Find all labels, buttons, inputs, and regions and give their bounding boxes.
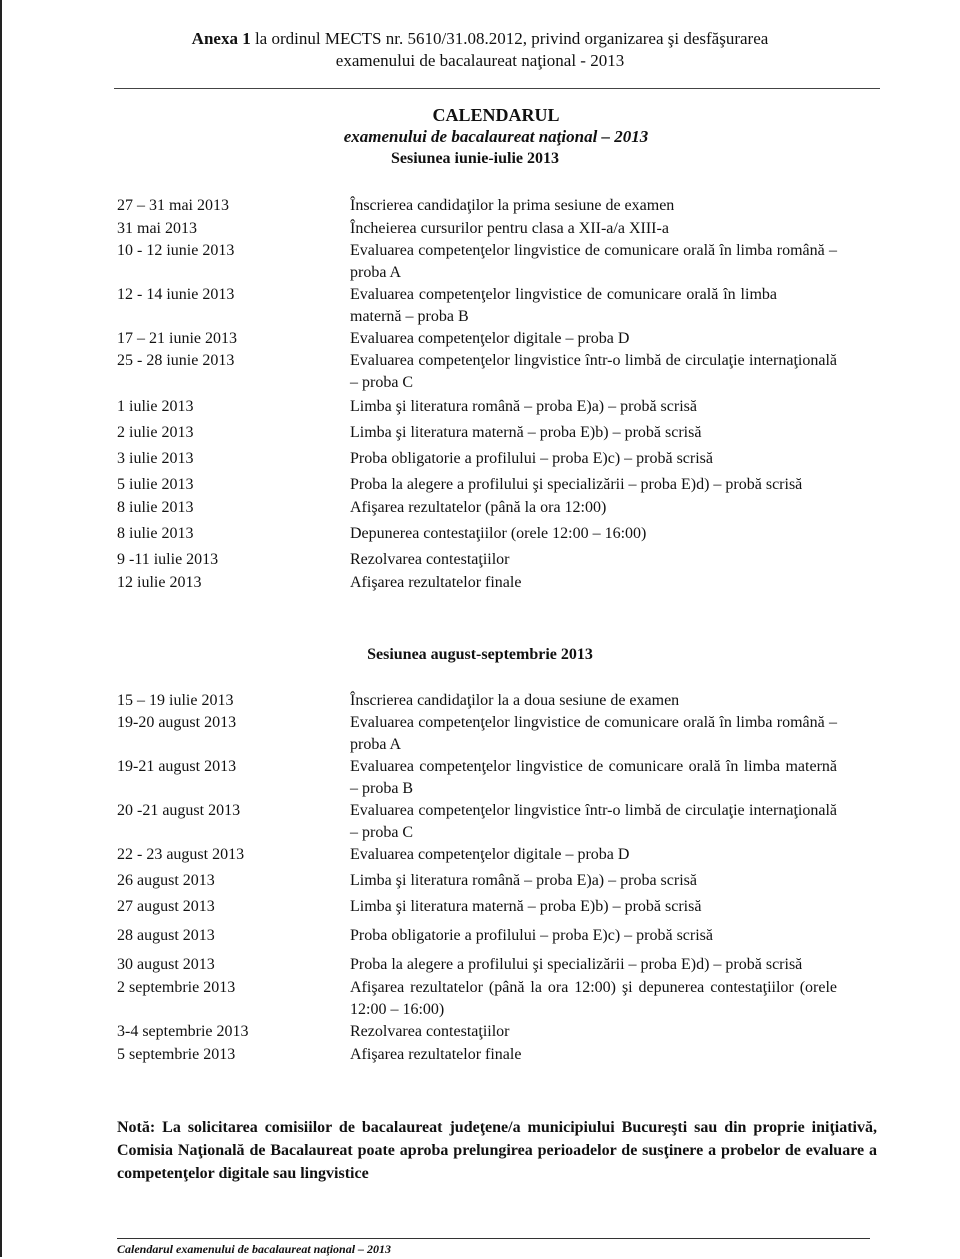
session-1-schedule <box>117 195 837 594</box>
schedule-description: Evaluarea competenţelor digitale – proba D <box>350 330 630 347</box>
schedule-description: Evaluarea competenţelor lingvistice de comunicare orală în limba maternă – proba B <box>350 758 837 797</box>
schedule-row <box>117 497 837 519</box>
page-footer: Calendarul examenului de bacalaureat naţional – 2013 <box>117 1242 392 1256</box>
schedule-date: 2 septembrie 2013 <box>117 979 236 996</box>
schedule-row <box>117 523 837 545</box>
schedule-row <box>117 422 837 444</box>
annex-line-1 <box>130 28 830 50</box>
schedule-row <box>117 896 837 918</box>
schedule-row <box>117 474 837 496</box>
schedule-date: 19-20 august 2013 <box>117 714 237 731</box>
annex-line-1-text: la ordinul MECTS nr. 5610/31.08.2012, privind organizarea şi desfăşurarea <box>250 29 769 48</box>
schedule-description: Limba şi literatura maternă – proba E)b) – probă scrisă <box>350 424 702 441</box>
schedule-description: Depunerea contestaţiilor (orele 12:00 – 16:00) <box>350 525 647 542</box>
footnote: Notă: La solicitarea comisiilor de bacalaureat judeţene/a municipiului Bucureşti sau din proprie iniţiativă, Comisia Naţională de Bacalaureat poate aproba prelungirea perioadelor de susţinere a probelor de evaluare a competenţelor digitale sau lingvistice <box>117 1119 877 1182</box>
schedule-description: Încheierea cursurilor pentru clasa a XII-a/a XIII-a <box>350 220 669 237</box>
session-2-title: Sesiunea august-septembrie 2013 <box>367 646 593 663</box>
schedule-row <box>117 218 837 240</box>
annex-bold-label: Anexa 1 <box>191 29 251 48</box>
schedule-row <box>117 396 837 418</box>
schedule-row <box>117 844 837 866</box>
schedule-date: 20 -21 august 2013 <box>117 802 241 819</box>
schedule-row <box>117 925 837 947</box>
document-title: CALENDARUL <box>432 105 560 125</box>
schedule-date: 26 august 2013 <box>117 872 215 889</box>
schedule-date: 15 – 19 iulie 2013 <box>117 692 234 709</box>
schedule-description: Afişarea rezultatelor (până la ora 12:00) <box>350 499 607 516</box>
schedule-date: 25 - 28 iunie 2013 <box>117 352 235 369</box>
schedule-date: 27 – 31 mai 2013 <box>117 197 229 214</box>
schedule-description: Evaluarea competenţelor lingvistice într-o limbă de circulaţie internaţională – proba C <box>350 802 837 841</box>
schedule-date: 9 -11 iulie 2013 <box>117 551 219 568</box>
schedule-description: Limba şi literatura română – proba E)a) – proba scrisă <box>350 872 697 889</box>
schedule-row <box>117 350 837 394</box>
schedule-description: Evaluarea competenţelor lingvistice de comunicare orală în limba română – proba A <box>350 242 837 281</box>
schedule-date: 8 iulie 2013 <box>117 499 194 516</box>
schedule-description: Proba obligatorie a profilului – proba E)c) – probă scrisă <box>350 450 713 467</box>
schedule-row <box>117 977 837 1021</box>
schedule-description: Înscrierea candidaţilor la a doua sesiune de examen <box>350 692 680 709</box>
footer-divider <box>117 1238 870 1239</box>
schedule-date: 3-4 septembrie 2013 <box>117 1023 249 1040</box>
schedule-row <box>117 712 837 756</box>
header-divider <box>114 88 880 89</box>
session-1-title: Sesiunea iunie-iulie 2013 <box>390 150 560 167</box>
schedule-description: Evaluarea competenţelor lingvistice de comunicare orală în limba maternă – proba B <box>350 286 777 325</box>
session-2-schedule <box>117 690 837 1066</box>
schedule-row <box>117 1021 837 1043</box>
schedule-row <box>117 328 837 350</box>
schedule-date: 30 august 2013 <box>117 956 215 973</box>
schedule-description: Rezolvarea contestaţiilor <box>350 551 510 568</box>
schedule-date: 22 - 23 august 2013 <box>117 846 245 863</box>
schedule-description: Proba la alegere a profilului şi specializării – proba E)d) – probă scrisă <box>350 956 803 973</box>
schedule-date: 3 iulie 2013 <box>117 450 194 467</box>
schedule-date: 10 - 12 iunie 2013 <box>117 242 235 259</box>
schedule-date: 28 august 2013 <box>117 927 215 944</box>
schedule-row <box>117 240 837 284</box>
schedule-description: Afişarea rezultatelor finale <box>350 574 522 591</box>
schedule-date: 31 mai 2013 <box>117 220 197 237</box>
schedule-date: 5 septembrie 2013 <box>117 1046 236 1063</box>
schedule-row <box>117 690 837 712</box>
schedule-date: 1 iulie 2013 <box>117 398 194 415</box>
schedule-date: 5 iulie 2013 <box>117 476 194 493</box>
annex-line-2: examenului de bacalaureat naţional - 2013 <box>335 51 625 70</box>
schedule-row <box>117 800 837 844</box>
schedule-row <box>117 195 837 217</box>
schedule-date: 12 - 14 iunie 2013 <box>117 286 235 303</box>
schedule-description: Afişarea rezultatelor finale <box>350 1046 522 1063</box>
schedule-row <box>117 1044 837 1066</box>
schedule-description: Evaluarea competenţelor digitale – proba D <box>350 846 630 863</box>
schedule-description: Limba şi literatura română – proba E)a) – probă scrisă <box>350 398 697 415</box>
annex-header <box>130 28 830 72</box>
schedule-row <box>117 549 837 571</box>
schedule-row <box>117 448 837 470</box>
schedule-row <box>117 284 837 328</box>
schedule-description: Înscrierea candidaţilor la prima sesiune de examen <box>350 197 675 214</box>
schedule-date: 12 iulie 2013 <box>117 574 202 591</box>
schedule-date: 27 august 2013 <box>117 898 215 915</box>
schedule-row <box>117 954 837 976</box>
schedule-description: Evaluarea competenţelor lingvistice de comunicare orală în limba română – proba A <box>350 714 837 753</box>
schedule-description: Limba şi literatura maternă – proba E)b) – probă scrisă <box>350 898 702 915</box>
schedule-date: 17 – 21 iunie 2013 <box>117 330 237 347</box>
schedule-description: Afişarea rezultatelor (până la ora 12:00) şi depunerea contestaţiilor (orele 12:00 – 16:00) <box>350 979 837 1018</box>
document-subtitle: examenului de bacalaureat naţional – 2013 <box>343 127 649 146</box>
schedule-description: Proba obligatorie a profilului – proba E)c) – probă scrisă <box>350 927 713 944</box>
title-block <box>0 104 960 170</box>
schedule-row <box>117 870 837 892</box>
schedule-description: Proba la alegere a profilului şi specializării – proba E)d) – probă scrisă <box>350 476 803 493</box>
schedule-date: 2 iulie 2013 <box>117 424 194 441</box>
schedule-description: Evaluarea competenţelor lingvistice într-o limbă de circulaţie internaţională – proba C <box>350 352 837 391</box>
schedule-description: Rezolvarea contestaţiilor <box>350 1023 510 1040</box>
schedule-row <box>117 756 837 800</box>
schedule-date: 8 iulie 2013 <box>117 525 194 542</box>
schedule-date: 19-21 august 2013 <box>117 758 237 775</box>
schedule-row <box>117 572 837 594</box>
